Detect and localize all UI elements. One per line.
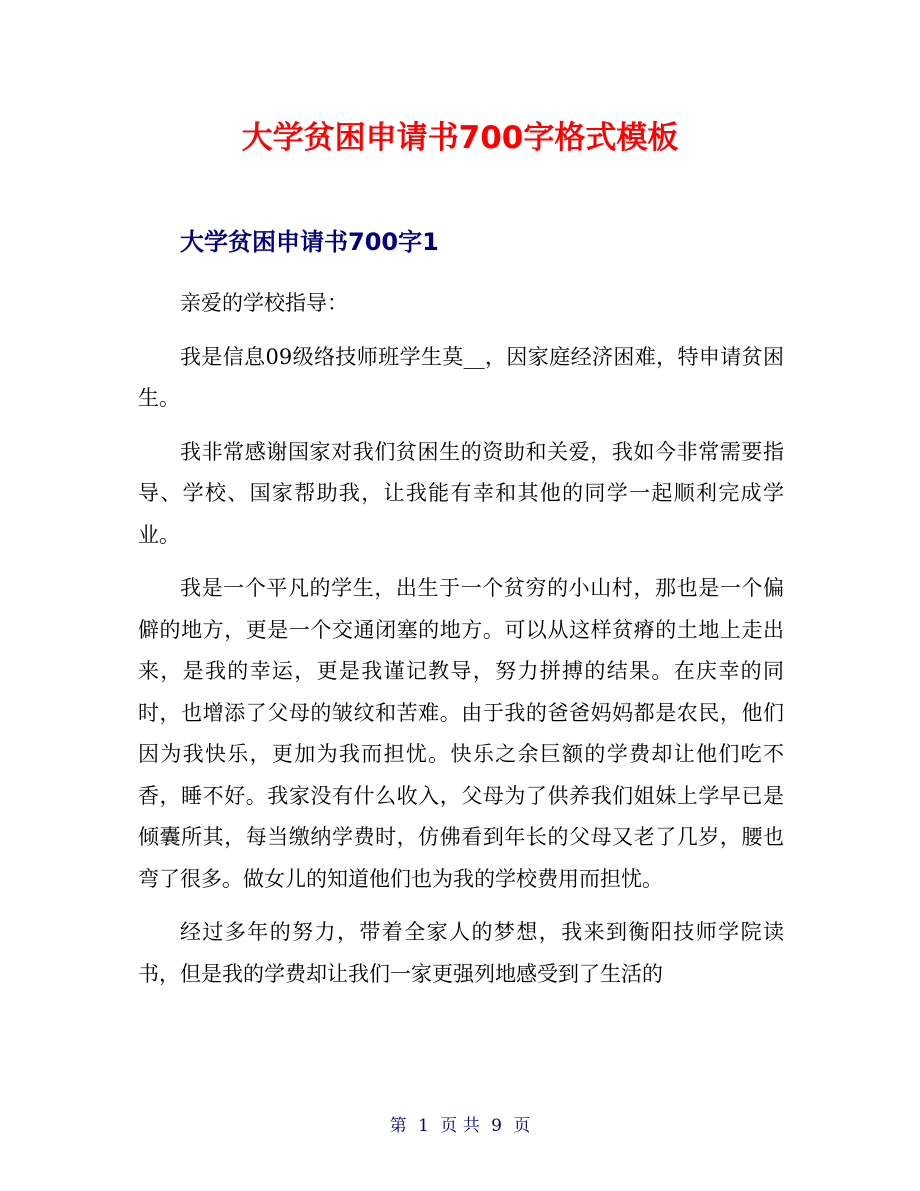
section-heading: 大学贫困申请书700字1 [180, 228, 439, 256]
footer-total-pages: 9 [491, 1116, 502, 1136]
footer-suffix: 页 [513, 1116, 531, 1136]
document-body [138, 283, 784, 1007]
document-title: 大学贫困申请书700字格式模板 [241, 120, 679, 156]
footer-page-number: 1 [418, 1116, 429, 1136]
paragraph-college: 经过多年的努力，带着全家人的梦想，我来到衡阳技师学院读书，但是我的学费却让我们一家更强列地感受到了生活的 [138, 920, 784, 986]
footer-prefix: 第 [389, 1116, 407, 1136]
paragraph-gratitude: 我非常感谢国家对我们贫困生的资助和关爱，我如今非常需要指导、学校、国家帮助我，让我能有幸和其他的同学一起顺利完成学业。 [138, 439, 784, 547]
footer-middle: 页 共 [440, 1116, 480, 1136]
paragraph-family-background: 我是一个平凡的学生，出生于一个贫穷的小山村，那也是一个偏僻的地方，更是一个交通闭塞的地方。可以从这样贫瘠的土地上走出来，是我的幸运，更是我谨记教导，努力拼搏的结果。在庆幸的同时，也增添了父母的皱纹和苦难。由于我的爸爸妈妈都是农民，他们因为我快乐，更加为我而担忧。快乐之余巨额的学费却让他们吃不香，睡不好。我家没有什么收入，父母为了供养我们姐妹上学早已是倾囊所其，每当缴纳学费时，仿佛看到年长的父母又老了几岁，腰也弯了很多。做女儿的知道他们也为我的学校费用而担忧。 [138, 576, 784, 891]
paragraph-introduction: 我是信息09级络技师班学生莫__，因家庭经济困难，特申请贫困生。 [138, 344, 784, 410]
paragraph-salutation: 亲爱的学校指导： [180, 291, 348, 315]
page-footer [0, 1114, 920, 1138]
